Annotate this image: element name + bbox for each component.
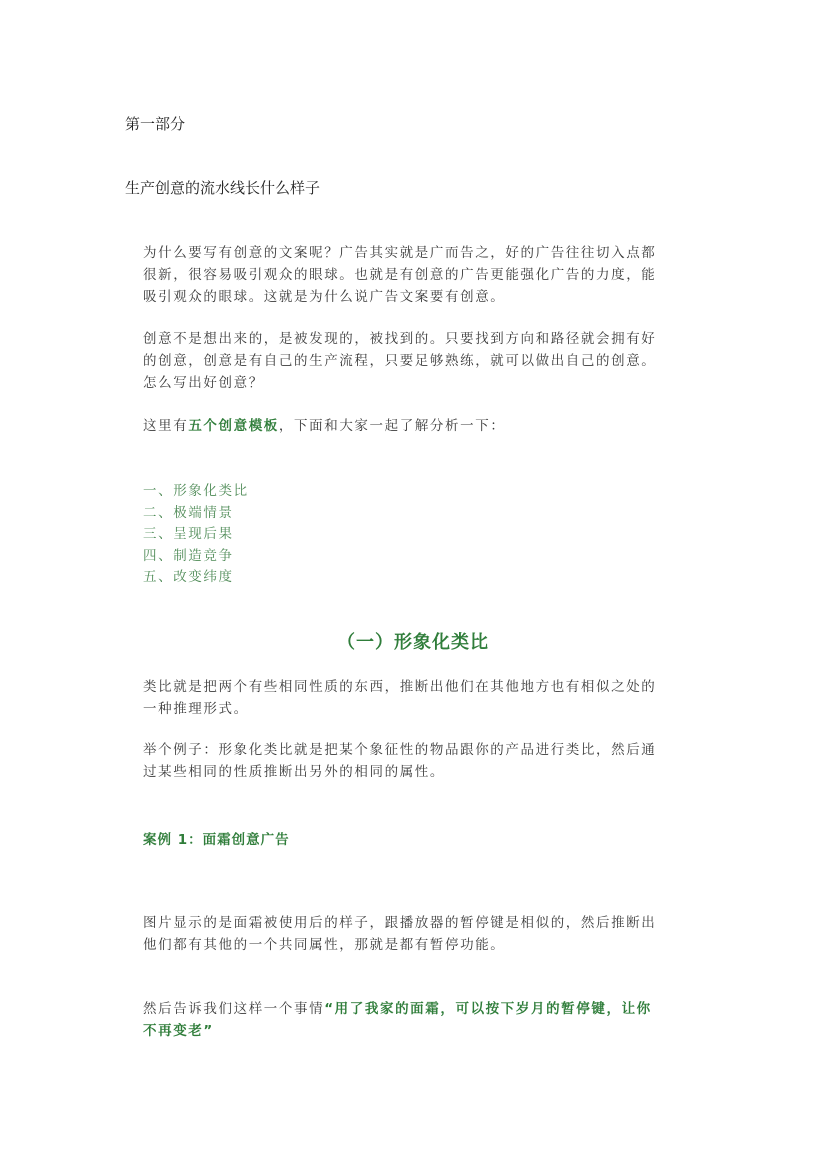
- text-line: 为什么要写有创意的文案呢？广告其实就是广而告之，好的广告往往切入点都: [143, 245, 657, 261]
- quote-highlight: “用了我家的面霜，可以按下岁月的暂停键，让你: [324, 1001, 652, 1017]
- section-paragraph-1: [143, 676, 656, 720]
- section-paragraph-2: [143, 739, 656, 783]
- text-line: 创意不是想出来的，是被发现的，被找到的。只要找到方向和路径就会拥有好: [143, 331, 657, 347]
- intro-paragraph-1: [143, 242, 656, 308]
- list-item: 三、呈现后果: [143, 526, 234, 542]
- list-item: 一、形象化类比: [143, 483, 249, 499]
- text-line: 吸引观众的眼球。这就是为什么说广告文案要有创意。: [143, 289, 506, 305]
- part-title: 第一部分: [125, 115, 186, 133]
- intro-paragraph-2: [143, 328, 656, 394]
- text-line: 他们都有其他的一个共同属性，那就是都有暂停功能。: [143, 937, 506, 953]
- section-paragraph-3: [143, 912, 656, 956]
- text-line: 很新，很容易吸引观众的眼球。也就是有创意的广告更能强化广告的力度，能: [143, 267, 657, 283]
- text-line: 过某些相同的性质推断出另外的相同的属性。: [143, 764, 445, 780]
- text-line: 怎么写出好创意？: [143, 375, 264, 391]
- text-segment: 这里有: [143, 418, 189, 434]
- case-heading: 案例 1：面霜创意广告: [143, 832, 290, 848]
- text-segment: 然后告诉我们这样一个事情: [143, 1001, 325, 1017]
- page-subtitle: 生产创意的流水线长什么样子: [125, 179, 321, 197]
- text-line: 的创意，创意是有自己的生产流程，只要足够熟练，就可以做出自己的创意。: [143, 353, 657, 369]
- list-item: 二、极端情景: [143, 504, 234, 521]
- quote-highlight: 不再变老”: [143, 1023, 214, 1039]
- text-segment: ，下面和大家一起了解分析一下：: [278, 418, 506, 434]
- text-line: 类比就是把两个有些相同性质的东西，推断出他们在其他地方也有相似之处的: [143, 679, 657, 695]
- section-heading: （一）形象化类比: [337, 632, 489, 653]
- templates-highlight: 五个创意模板: [188, 418, 279, 434]
- section-paragraph-4: [143, 998, 652, 1042]
- text-line: 图片显示的是面霜被使用后的样子，跟播放器的暂停键是相似的，然后推断出: [143, 915, 657, 931]
- intro-paragraph-3: [143, 415, 505, 437]
- list-item: 五、改变纬度: [143, 569, 234, 585]
- list-item: 四、制造竞争: [143, 547, 234, 564]
- text-line: 一种推理形式。: [143, 701, 249, 717]
- template-list: [143, 481, 249, 589]
- text-line: 举个例子：形象化类比就是把某个象征性的物品跟你的产品进行类比，然后通: [143, 742, 657, 758]
